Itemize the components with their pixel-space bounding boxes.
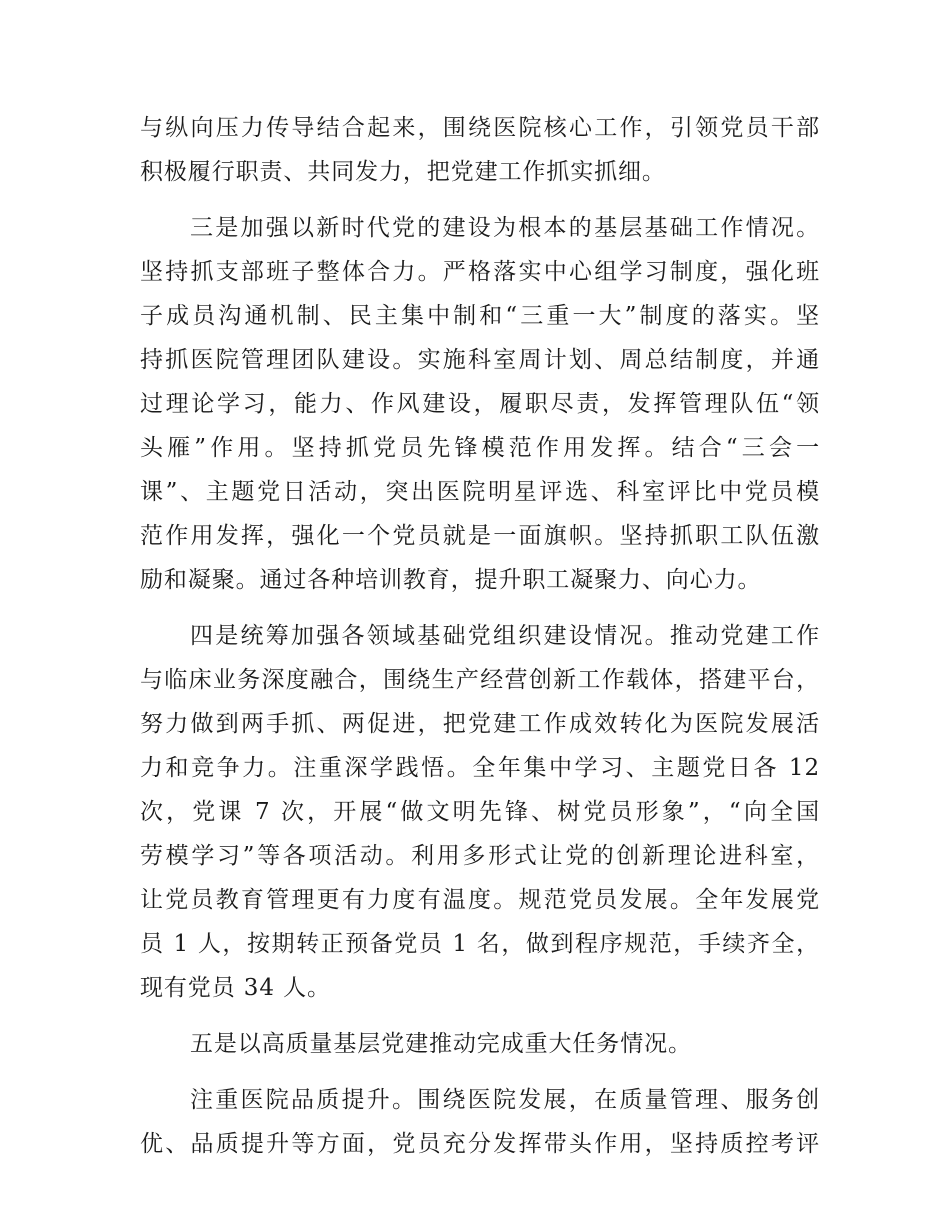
- text-line: 劳模学习”等各项活动。利用多形式让党的创新理论进科室，: [140, 843, 820, 869]
- text-line: 让党员教育管理更有力度有温度。规范党员发展。全年发展党: [140, 887, 820, 913]
- text-line: 积极履行职责、共同发力，把党建工作抓实抓细。: [140, 159, 666, 185]
- text-line: 优、品质提升等方面，党员充分发挥带头作用，坚持质控考评: [140, 1131, 820, 1157]
- paragraph-heading-line: 五是以高质量基层党建推动完成重大任务情况。: [190, 1031, 692, 1057]
- paragraph-heading-line: 注重医院品质提升。围绕医院发展，在质量管理、服务创: [190, 1087, 820, 1113]
- text-line: 子成员沟通机制、民主集中制和“三重一大”制度的落实。坚: [140, 303, 820, 329]
- text-line: 努力做到两手抓、两促进，把党建工作成效转化为医院发展活: [140, 711, 820, 737]
- text-line: 课”、主题党日活动，突出医院明星评选、科室评比中党员模: [140, 479, 820, 505]
- text-line: 力和竞争力。注重深学践悟。全年集中学习、主题党日各 12: [140, 755, 820, 781]
- paragraph-heading-line: 三是加强以新时代党的建设为根本的基层基础工作情况。: [190, 215, 820, 241]
- text-line: 次，党课 7 次，开展“做文明先锋、树党员形象”，“向全国: [140, 799, 820, 825]
- paragraph-heading-line: 四是统筹加强各领域基础党组织建设情况。推动党建工作: [190, 623, 820, 649]
- text-line: 过理论学习，能力、作风建设，履职尽责，发挥管理队伍“领: [140, 391, 820, 417]
- text-line: 范作用发挥，强化一个党员就是一面旗帜。坚持抓职工队伍激: [140, 523, 820, 549]
- text-line: 与纵向压力传导结合起来，围绕医院核心工作，引领党员干部: [140, 115, 820, 141]
- text-line: 坚持抓支部班子整体合力。严格落实中心组学习制度，强化班: [140, 259, 820, 285]
- text-line: 现有党员 34 人。: [140, 975, 331, 1001]
- text-line: 与临床业务深度融合，围绕生产经营创新工作载体，搭建平台，: [140, 667, 820, 693]
- text-line: 持抓医院管理团队建设。实施科室周计划、周总结制度，并通: [140, 347, 820, 373]
- text-line: 头雁”作用。坚持抓党员先锋模范作用发挥。结合“三会一: [140, 435, 820, 461]
- text-line: 励和凝聚。通过各种培训教育，提升职工凝聚力、向心力。: [140, 567, 762, 593]
- text-line: 员 1 人，按期转正预备党员 1 名，做到程序规范，手续齐全，: [140, 931, 820, 957]
